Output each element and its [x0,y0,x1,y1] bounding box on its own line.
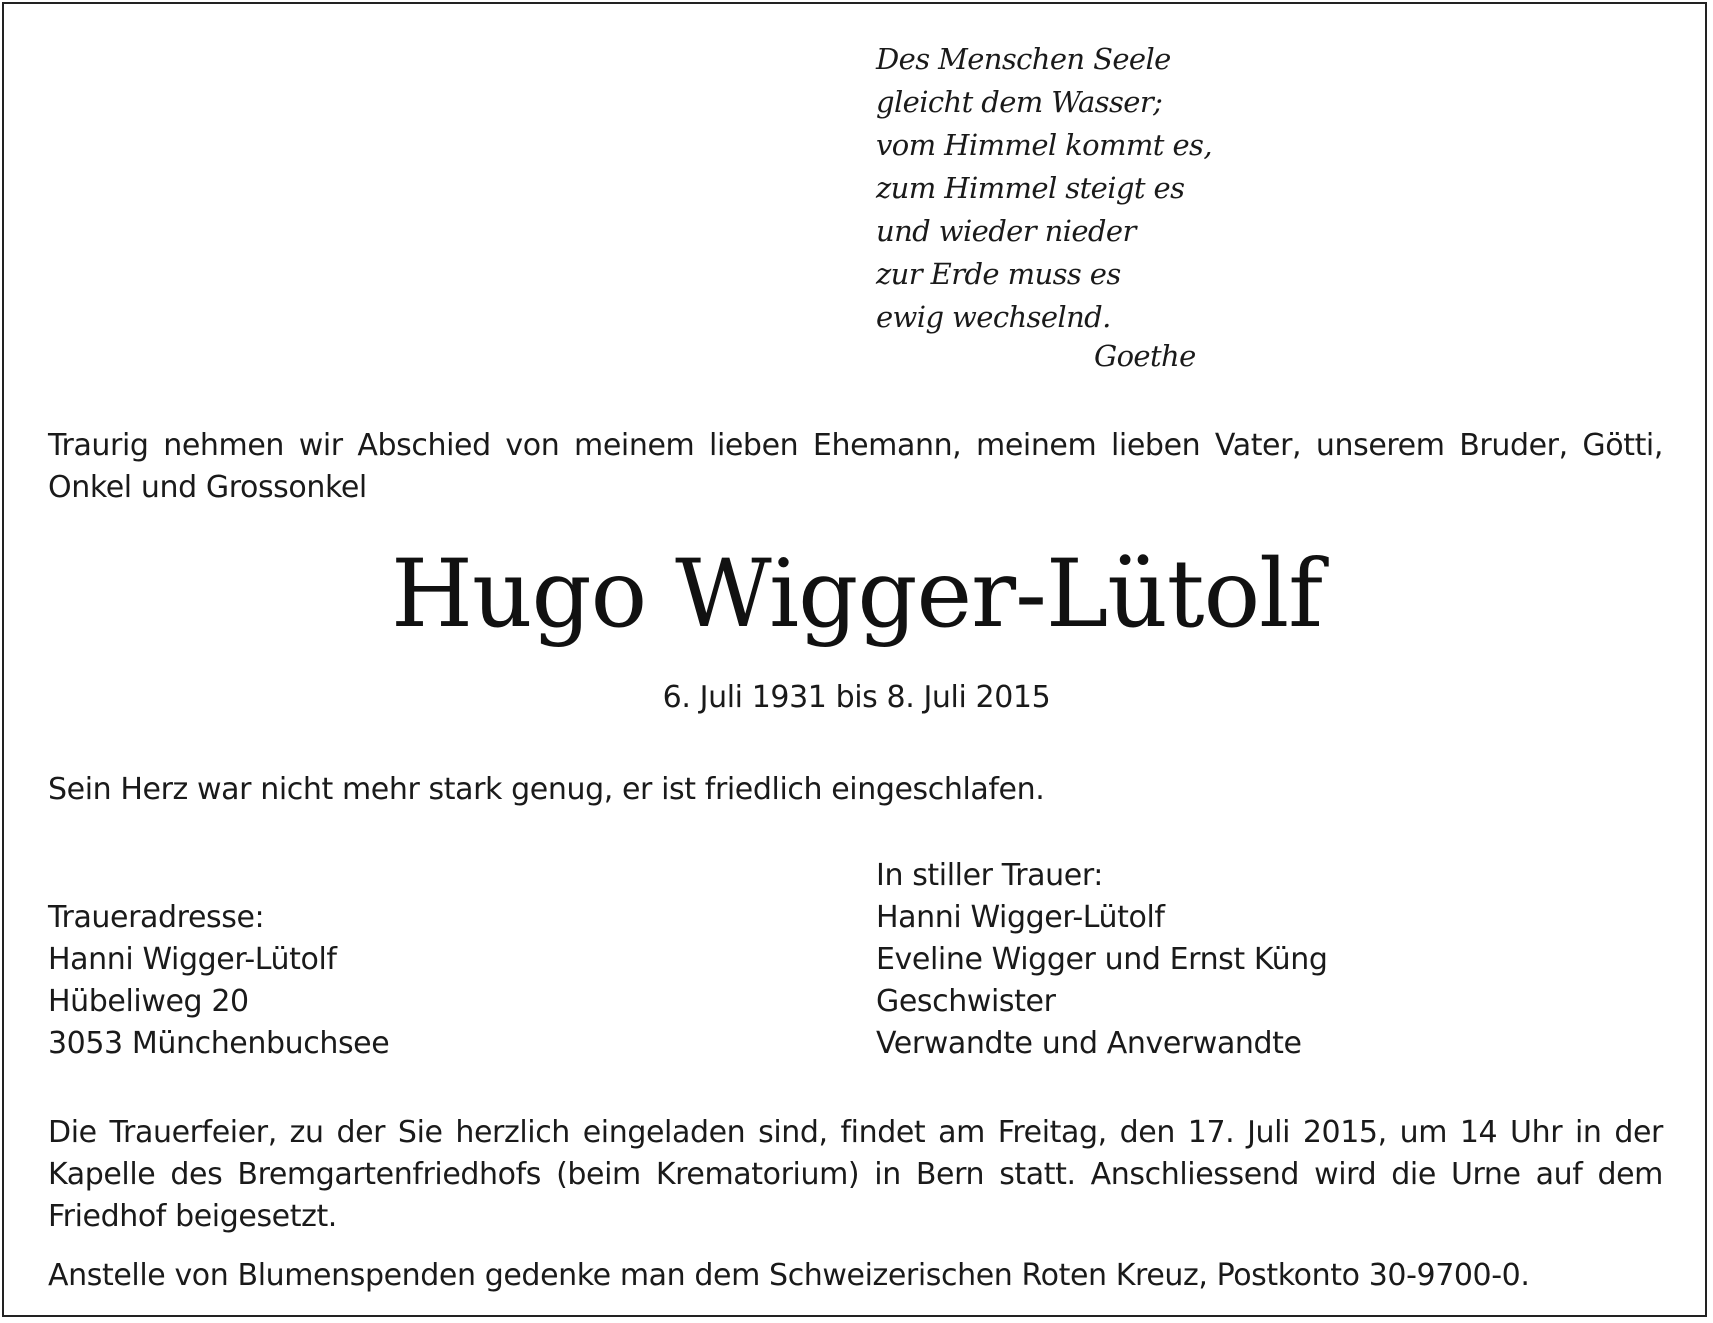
poem-line: vom Himmel kommt es, [876,128,1212,162]
mourning-address [48,897,389,1065]
mourners-heading: In stiller Trauer: [876,858,1103,893]
poem-line: zum Himmel steigt es [876,171,1185,205]
mourner-name: Hanni Wigger-Lütolf [876,900,1165,935]
poem-line: ewig wechselnd. [876,300,1111,334]
mourner-name: Verwandte und Anverwandte [876,1026,1302,1061]
poem-line: zur Erde muss es [876,257,1121,291]
deceased-name: Hugo Wigger-Lütolf [390,540,1323,649]
poem-line: gleicht dem Wasser; [876,85,1163,119]
address-heading: Traueradresse: [48,900,265,935]
address-street: Hübeliweg 20 [48,984,249,1019]
heart-sentence: Sein Herz war nicht mehr stark genug, er ist friedlich eingeschlafen. [48,772,1045,807]
address-city: 3053 Münchenbuchsee [48,1026,390,1061]
poem-author: Goethe [1094,339,1196,373]
goethe-poem [876,38,1212,378]
poem-line: Des Menschen Seele [876,42,1171,76]
address-name: Hanni Wigger-Lütolf [48,942,337,977]
mourners-block [876,855,1328,1065]
ceremony-text: Die Trauerfeier, zu der Sie herzlich eingeladen sind, findet am Freitag, den 17. Juli 2015, um 14 Uhr in der Kapelle des Bremgartenfriedhofs (beim Krematorium) in Bern statt. Anschliessend wird die Urne auf dem Friedhof beigesetzt. [48,1115,1663,1234]
life-dates: 6. Juli 1931 bis 8. Juli 2015 [662,680,1051,715]
poem-line: und wieder nieder [876,214,1136,248]
mourner-name: Eveline Wigger und Ernst Küng [876,942,1328,977]
intro-text: Traurig nehmen wir Abschied von meinem lieben Ehemann, meinem lieben Vater, unserem Bruder, Götti, Onkel und Grossonkel [48,428,1663,505]
mourner-name: Geschwister [876,984,1056,1019]
donations-text: Anstelle von Blumenspenden gedenke man dem Schweizerischen Roten Kreuz, Postkonto 30-9700-0. [48,1258,1530,1293]
